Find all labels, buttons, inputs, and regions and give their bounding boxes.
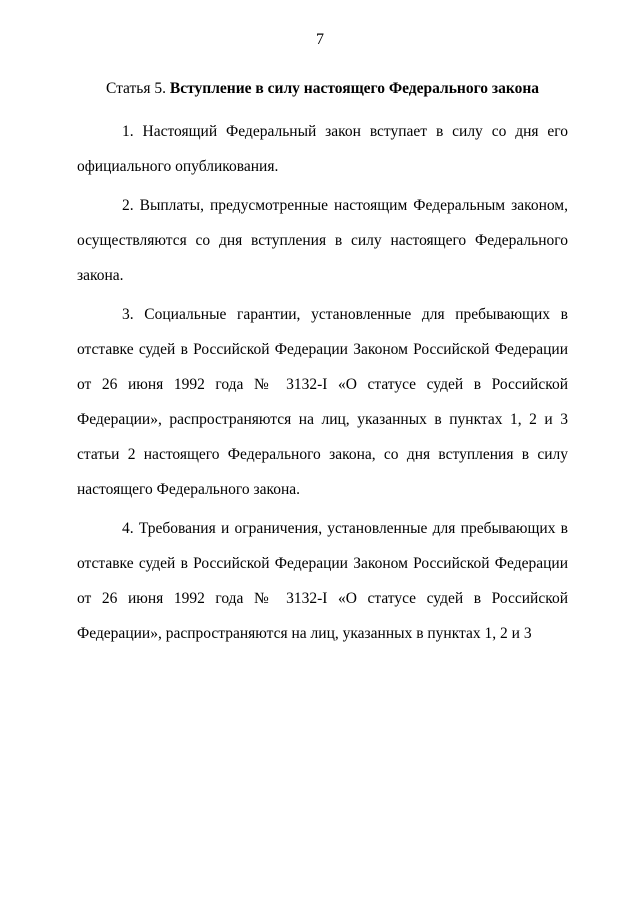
- paragraph-1: 1. Настоящий Федеральный закон вступает в силу со дня его официального опубликования.: [77, 123, 568, 175]
- paragraph-2: 2. Выплаты, предусмотренные настоящим Федеральным законом, осуществляются со дня вступления в силу настоящего Федерального закона.: [77, 197, 568, 284]
- document-body: [77, 79, 568, 651]
- article-heading: [77, 79, 568, 99]
- article-number: Статья 5.: [105, 80, 170, 97]
- paragraph-3: 3. Социальные гарантии, установленные для пребывающих в отставке судей в Российской Федерации Законом Российской Федерации от 26 июня 1992 года № 3132-I «О статусе судей в Российской Федерации», распространяются на лиц, указанных в пунктах 1, 2 и 3 статьи 2 настоящего Федерального закона, со дня вступления в силу настоящего Федерального закона.: [77, 306, 568, 498]
- paragraph-4: 4. Требования и ограничения, установленные для пребывающих в отставке судей в Российской Федерации Законом Российской Федерации от 26 июня 1992 года № 3132-I «О статусе судей в Российской Федерации», распространяются на лиц, указанных в пунктах 1, 2 и 3: [77, 520, 568, 642]
- page-number: 7: [316, 31, 324, 48]
- article-title: Вступление в силу настоящего Федерального закона: [169, 80, 540, 97]
